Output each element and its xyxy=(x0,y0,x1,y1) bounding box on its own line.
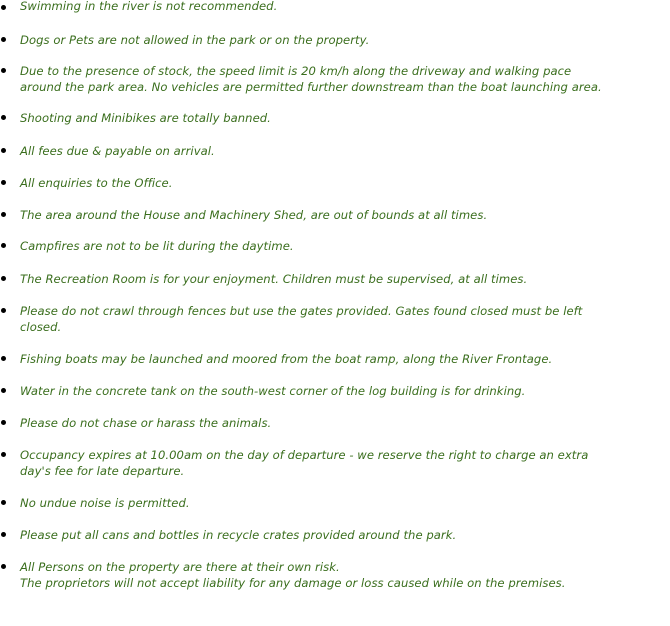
rule-text: Dogs or Pets are not allowed in the park or on the property. xyxy=(20,33,370,47)
bullet-icon xyxy=(1,420,6,425)
rule-text xyxy=(20,447,670,479)
bullet-icon xyxy=(1,37,6,42)
rule-text-line-1: All Persons on the property are there at their own risk. xyxy=(20,560,340,574)
bullet-icon xyxy=(1,148,6,153)
rule-text: All enquiries to the Office. xyxy=(20,176,173,190)
bullet-icon xyxy=(1,356,6,361)
bullet-icon xyxy=(1,243,6,248)
bullet-icon xyxy=(1,388,6,393)
rule-text-line-2: around the park area. No vehicles are permitted further downstream than the boat launching area. xyxy=(20,80,602,94)
bullet-icon xyxy=(1,532,6,537)
rule-text: The Recreation Room is for your enjoyment. Children must be supervised, at all times. xyxy=(20,272,528,286)
bullet-icon xyxy=(1,276,6,281)
rule-text-line-2: day's fee for late departure. xyxy=(20,464,185,478)
bullet-icon xyxy=(1,212,6,217)
rule-text: Water in the concrete tank on the south-west corner of the log building is for drinking. xyxy=(20,384,526,398)
rule-text: Please do not chase or harass the animals. xyxy=(20,416,272,430)
rule-text-line-2: The proprietors will not accept liability for any damage or loss caused while on the premises. xyxy=(20,576,566,590)
rule-text: Fishing boats may be launched and moored from the boat ramp, along the River Frontage. xyxy=(20,352,553,366)
rule-text: All fees due & payable on arrival. xyxy=(20,144,215,158)
rule-text-line-1: Please do not crawl through fences but use the gates provided. Gates found closed must be left xyxy=(20,304,583,318)
rule-text: Please put all cans and bottles in recycle crates provided around the park. xyxy=(20,528,457,542)
rule-text xyxy=(20,63,670,95)
bullet-icon xyxy=(1,452,6,457)
bullet-icon xyxy=(1,308,6,313)
rule-text: The area around the House and Machinery Shed, are out of bounds at all times. xyxy=(20,208,488,222)
bullet-icon xyxy=(1,115,6,120)
bullet-icon xyxy=(1,5,6,10)
rule-text: Swimming in the river is not recommended. xyxy=(20,0,278,13)
rule-text-line-1: Occupancy expires at 10.00am on the day of departure - we reserve the right to charge an extra xyxy=(20,448,589,462)
rule-text xyxy=(20,559,670,591)
rule-text-line-1: Due to the presence of stock, the speed limit is 20 km/h along the driveway and walking pace xyxy=(20,64,572,78)
rule-text: Campfires are not to be lit during the daytime. xyxy=(20,239,294,253)
bullet-icon xyxy=(1,68,6,73)
rule-text-line-2: closed. xyxy=(20,320,62,334)
bullet-icon xyxy=(1,564,6,569)
rule-text xyxy=(20,303,670,335)
rule-text: Shooting and Minibikes are totally banned. xyxy=(20,111,271,125)
bullet-icon xyxy=(1,500,6,505)
bullet-icon xyxy=(1,180,6,185)
rule-text: No undue noise is permitted. xyxy=(20,496,190,510)
